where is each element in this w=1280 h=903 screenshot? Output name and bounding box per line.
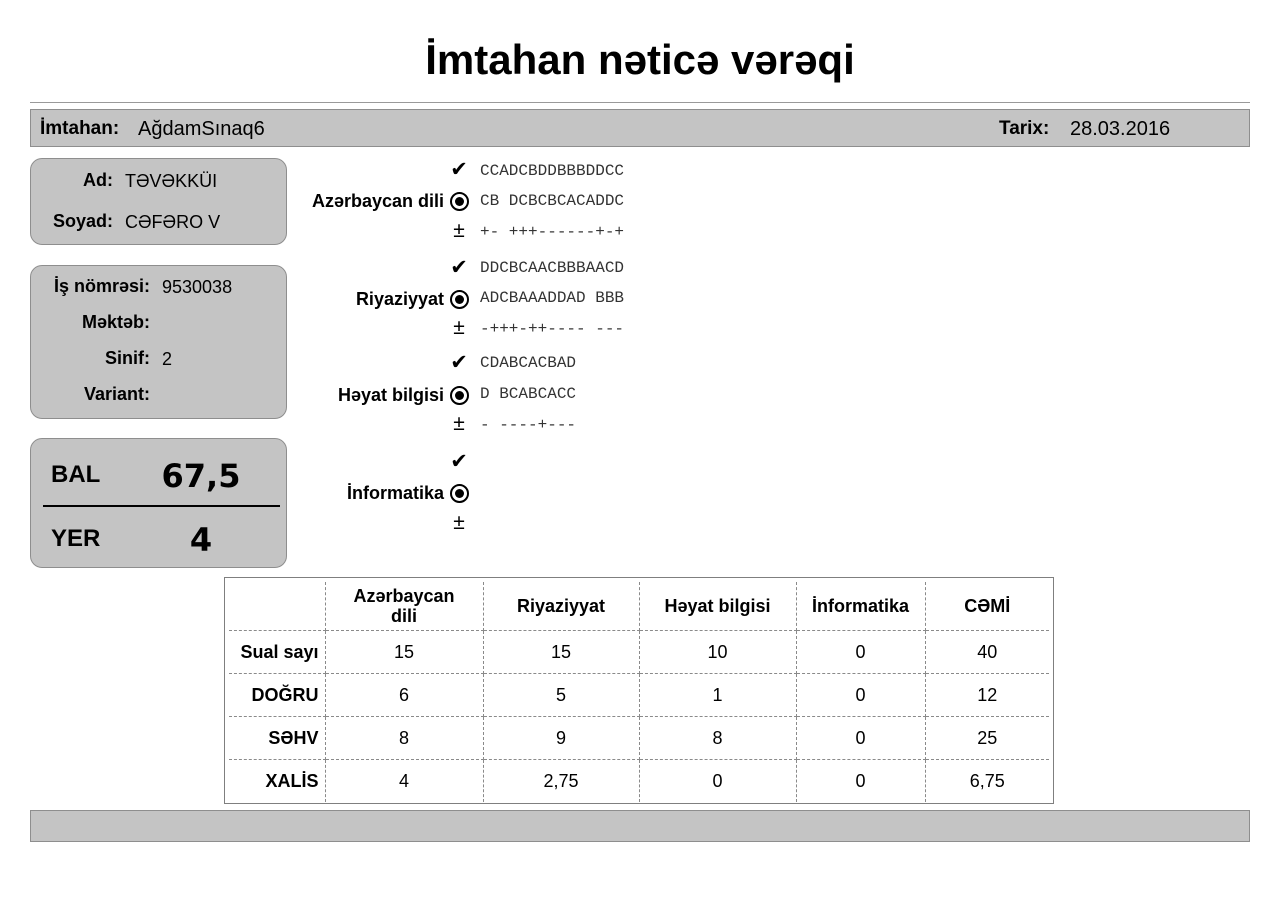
row-label: DOĞRU bbox=[229, 674, 325, 717]
table-cell: 0 bbox=[796, 631, 925, 674]
radio-icon bbox=[448, 482, 470, 507]
table-cell: 5 bbox=[483, 674, 639, 717]
column-header: CƏMİ bbox=[925, 582, 1049, 631]
table-cell: 9 bbox=[483, 717, 639, 760]
exam-header-bar bbox=[30, 109, 1250, 147]
table-cell: 0 bbox=[796, 674, 925, 717]
plus-minus-icon: ± bbox=[453, 316, 465, 339]
table-cell: 6 bbox=[325, 674, 483, 717]
surname-label: Soyad: bbox=[52, 211, 113, 231]
table-cell: 8 bbox=[325, 717, 483, 760]
correct-answers: CCADCBDDBBBDDCC bbox=[480, 162, 625, 180]
subject-name: İnformatika bbox=[346, 483, 444, 503]
table-row bbox=[229, 717, 1049, 760]
table-cell: 25 bbox=[925, 717, 1049, 760]
row-label: XALİS bbox=[229, 760, 325, 803]
correct-answers: CDABCACBAD bbox=[480, 354, 577, 372]
answer-marks: -+++-++---- --- bbox=[480, 320, 625, 338]
subject-name: Həyat bilgisi bbox=[337, 385, 444, 405]
row-label: Sual sayı bbox=[229, 631, 325, 674]
page-title: İmtahan nəticə vərəqi bbox=[425, 36, 855, 83]
subject-name: Azərbaycan dili bbox=[311, 191, 444, 211]
radio-icon bbox=[448, 384, 470, 409]
surname-value: CƏFƏRO V bbox=[125, 212, 221, 232]
table-cell: 0 bbox=[796, 760, 925, 803]
table-row bbox=[229, 631, 1049, 674]
table-cell: 40 bbox=[925, 631, 1049, 674]
student-answers: CB DCBCBCACADDC bbox=[480, 192, 625, 210]
score-divider bbox=[43, 505, 280, 507]
correct-answers: DDCBCAACBBBAACD bbox=[480, 259, 625, 277]
plus-minus-icon: ± bbox=[453, 219, 465, 242]
date-value: 28.03.2016 bbox=[1070, 118, 1171, 140]
title-divider bbox=[30, 102, 1250, 103]
bal-value: 67,5 bbox=[161, 457, 241, 495]
table-cell: 4 bbox=[325, 760, 483, 803]
plus-minus-icon: ± bbox=[453, 412, 465, 435]
check-icon: ✔ bbox=[450, 256, 468, 279]
table-cell: 8 bbox=[639, 717, 796, 760]
student-answers: ADCBAAADDAD BBB bbox=[480, 289, 625, 307]
footer-bar bbox=[30, 810, 1250, 842]
table-cell: 10 bbox=[639, 631, 796, 674]
check-icon: ✔ bbox=[450, 158, 468, 181]
results-table bbox=[224, 577, 1054, 804]
bal-label: BAL bbox=[51, 461, 101, 488]
column-header bbox=[229, 582, 325, 631]
column-header: Azərbaycan dili bbox=[325, 582, 483, 631]
column-header: Həyat bilgisi bbox=[639, 582, 796, 631]
table-cell: 2,75 bbox=[483, 760, 639, 803]
exam-label: İmtahan: bbox=[40, 118, 120, 139]
row-label: SƏHV bbox=[229, 717, 325, 760]
table-cell: 0 bbox=[796, 717, 925, 760]
name-label: Ad: bbox=[83, 170, 113, 190]
answer-marks: +- +++------+-+ bbox=[480, 223, 625, 241]
table-row bbox=[229, 760, 1049, 803]
date-label: Tarix: bbox=[999, 118, 1050, 139]
exam-value: AğdamSınaq6 bbox=[138, 118, 265, 140]
yer-value: 4 bbox=[189, 521, 213, 559]
table-cell: 15 bbox=[325, 631, 483, 674]
table-cell: 0 bbox=[639, 760, 796, 803]
variant-label: Variant: bbox=[83, 384, 150, 404]
work-number-label: İş nömrəsi: bbox=[53, 276, 150, 296]
school-label: Məktəb: bbox=[81, 312, 150, 332]
check-icon: ✔ bbox=[450, 351, 468, 374]
student-answers: D BCABCACC bbox=[480, 385, 577, 403]
results-grid bbox=[229, 582, 1049, 802]
table-cell: 6,75 bbox=[925, 760, 1049, 803]
yer-label: YER bbox=[51, 525, 101, 552]
answer-marks: - ----+--- bbox=[480, 416, 577, 434]
grade-label: Sinif: bbox=[105, 348, 150, 368]
radio-icon bbox=[448, 288, 470, 313]
table-cell: 12 bbox=[925, 674, 1049, 717]
table-cell: 1 bbox=[639, 674, 796, 717]
check-icon: ✔ bbox=[450, 450, 468, 473]
grade-value: 2 bbox=[162, 349, 173, 369]
name-value: TƏVƏKKÜI bbox=[125, 171, 218, 191]
table-row bbox=[229, 674, 1049, 717]
column-header: Riyaziyyat bbox=[483, 582, 639, 631]
work-number-value: 9530038 bbox=[162, 277, 233, 297]
column-header: İnformatika bbox=[796, 582, 925, 631]
radio-icon bbox=[448, 190, 470, 215]
plus-minus-icon: ± bbox=[453, 511, 465, 534]
subject-name: Riyaziyyat bbox=[355, 289, 444, 309]
table-header-row bbox=[229, 582, 1049, 631]
table-cell: 15 bbox=[483, 631, 639, 674]
